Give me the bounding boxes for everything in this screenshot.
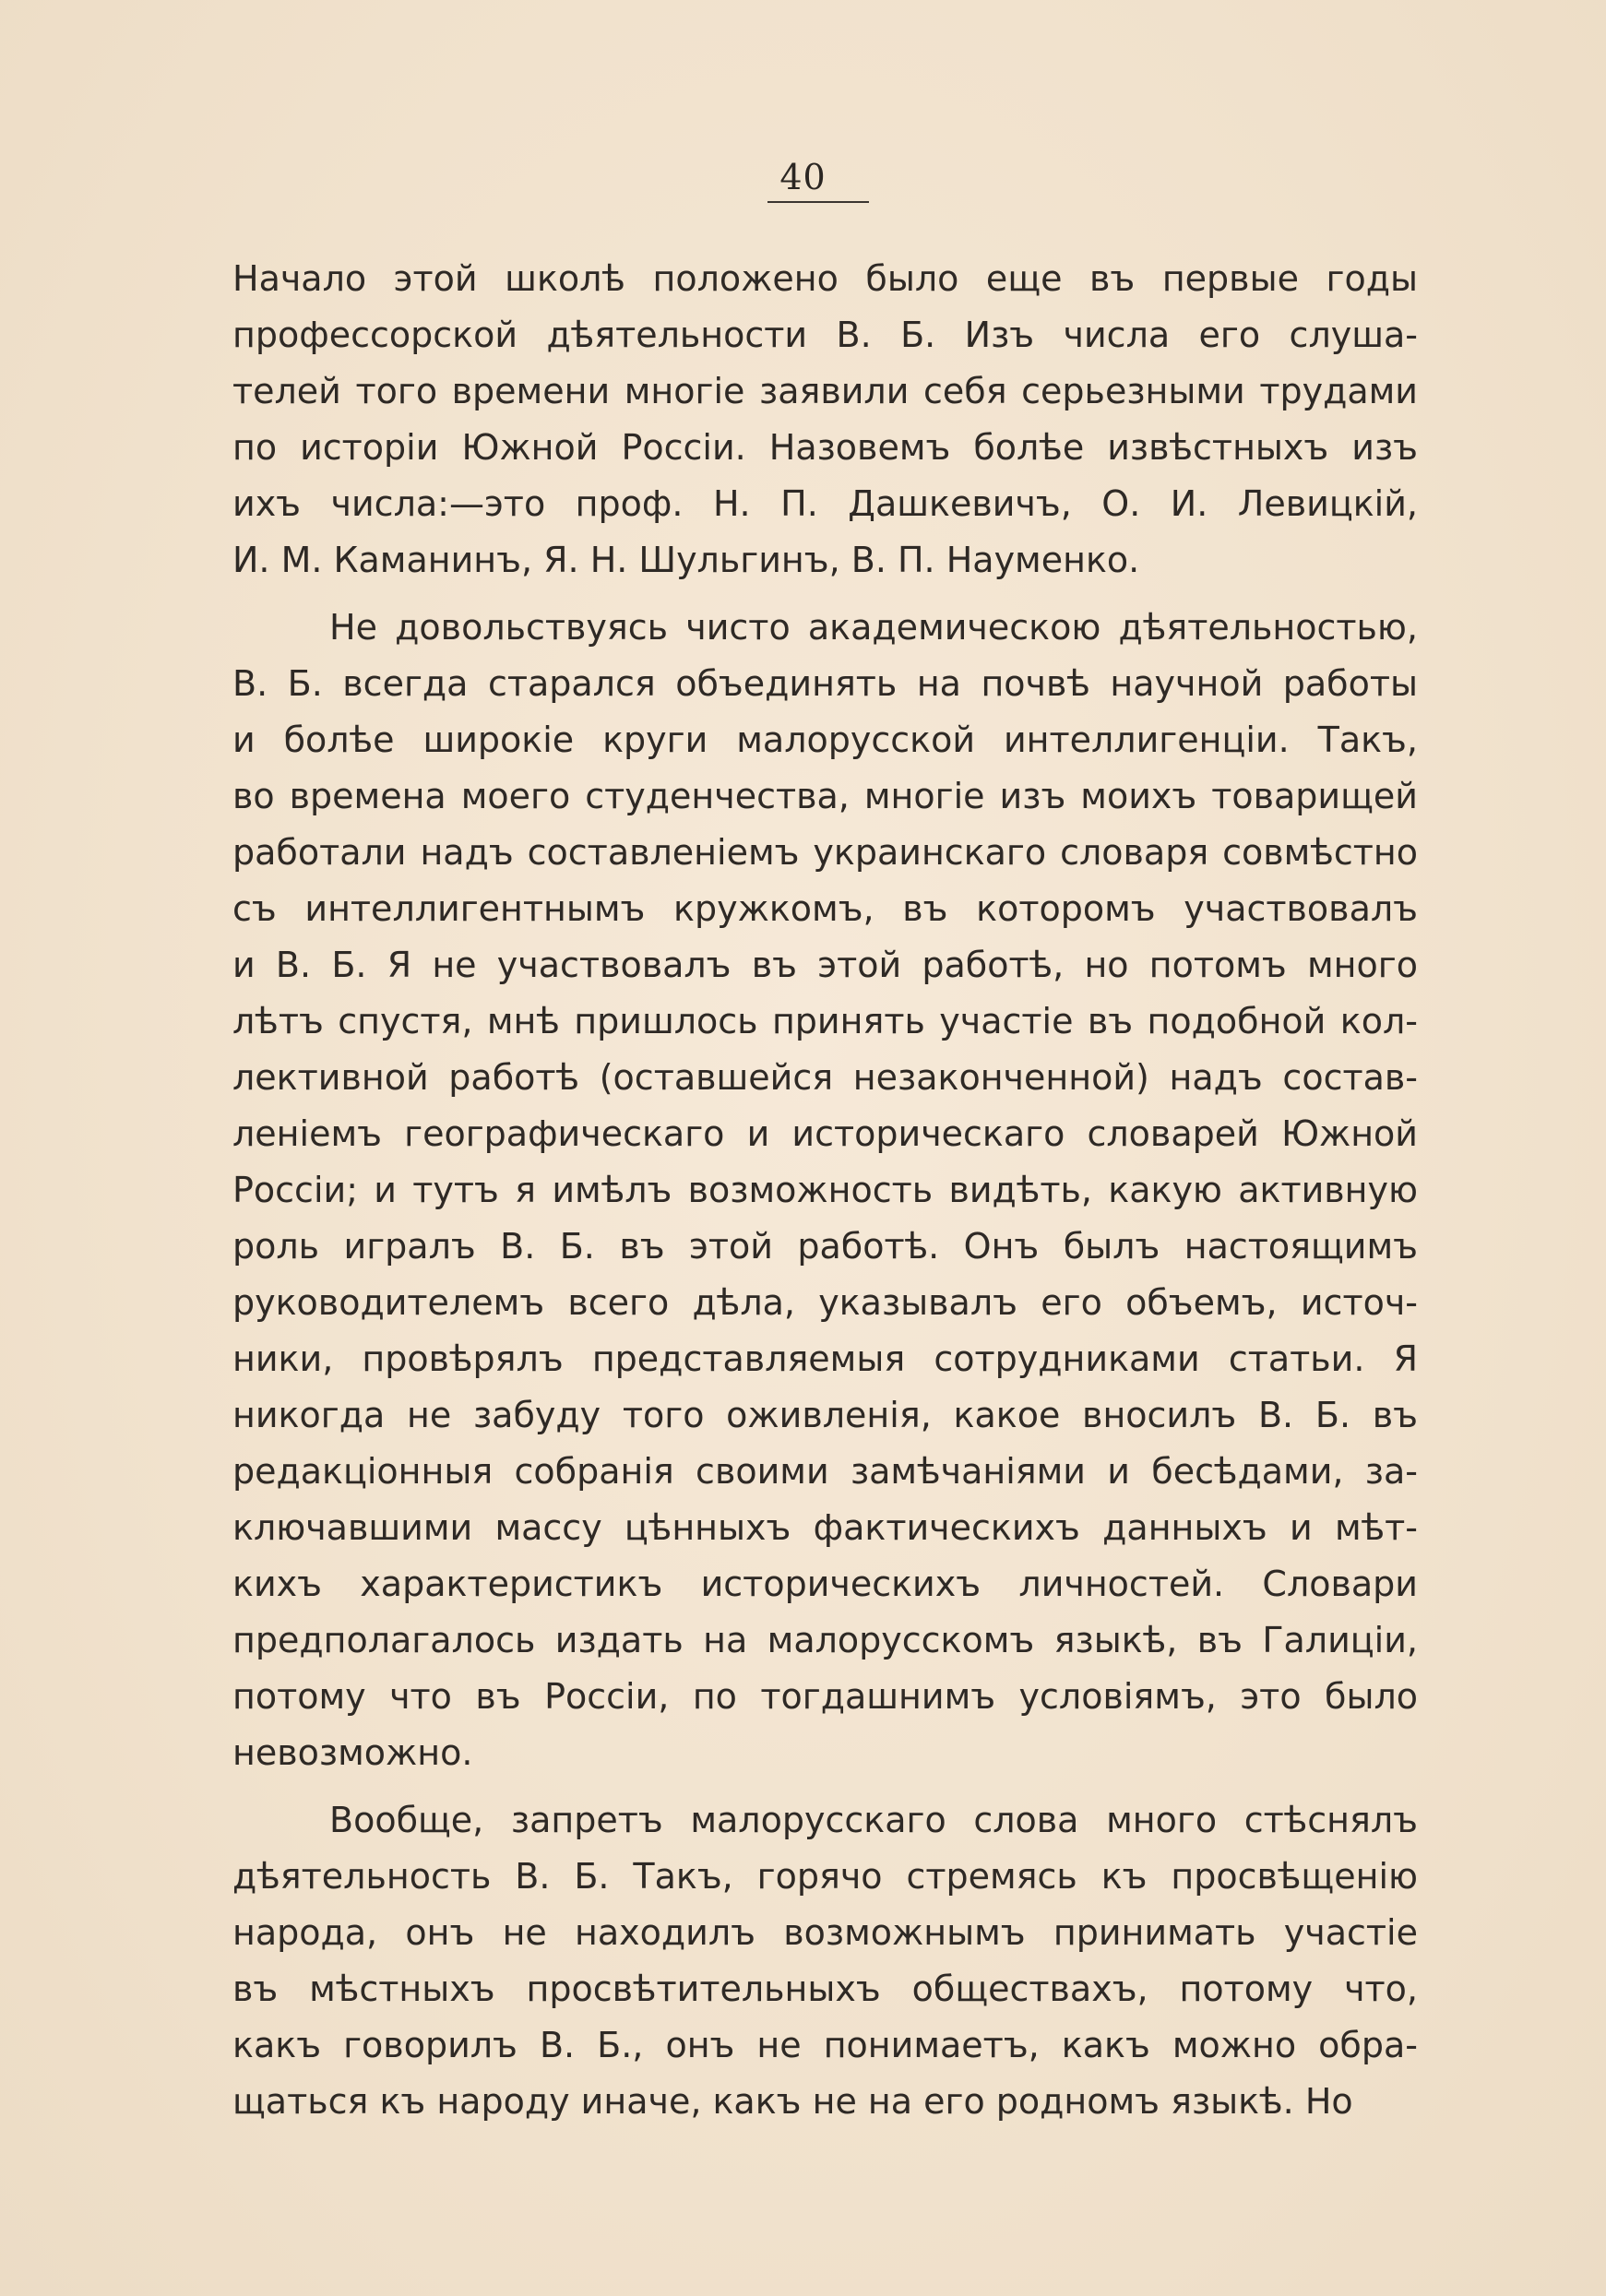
paragraph	[232, 251, 1418, 589]
text-line: В. Б. всегда старался объединять на почвѣ научной работы	[232, 663, 1418, 704]
text-line: потому что въ Россіи, по тогдашнимъ условіямъ, это было	[232, 1676, 1418, 1717]
text-line: профессорской дѣятельности В. Б. Изъ числа его слуша-	[232, 315, 1418, 355]
body-text	[232, 251, 1418, 2130]
text-line: лѣтъ спустя, мнѣ пришлось принять участіе въ подобной кол-	[232, 1001, 1418, 1041]
text-line: И. М. Каманинъ, Я. Н. Шульгинъ, В. П. Науменко.	[232, 540, 1140, 580]
text-line: роль игралъ В. Б. въ этой работѣ. Онъ былъ настоящимъ	[232, 1226, 1418, 1267]
text-line: Не довольствуясь чисто академическою дѣятельностью,	[329, 607, 1418, 648]
text-line: предполагалось издать на малорусскомъ языкѣ, въ Галиціи,	[232, 1620, 1418, 1660]
text-line: въ мѣстныхъ просвѣтительныхъ обществахъ, потому что,	[232, 1969, 1418, 2009]
text-line: съ интеллигентнымъ кружкомъ, въ которомъ участвовалъ	[232, 888, 1418, 929]
text-line: Россіи; и тутъ я имѣлъ возможность видѣть, какую активную	[232, 1170, 1418, 1210]
text-line: ники, провѣрялъ представляемыя сотрудниками статьи. Я	[232, 1338, 1418, 1379]
page-number-rule	[767, 201, 869, 203]
text-line: Начало этой школѣ положено было еще въ первые годы	[232, 258, 1418, 299]
text-line: по исторіи Южной Россіи. Назовемъ болѣе извѣстныхъ изъ	[232, 427, 1418, 468]
paragraph	[232, 1792, 1418, 2130]
text-line: ихъ числа:—это проф. Н. П. Дашкевичъ, О. И. Левицкій,	[232, 483, 1418, 524]
text-line: никогда не забуду того оживленія, какое вносилъ В. Б. въ	[232, 1395, 1418, 1435]
paragraph-gap	[232, 1781, 1418, 1792]
text-line: телей того времени многіе заявили себя серьезными трудами	[232, 371, 1418, 411]
text-line: леніемъ географическаго и историческаго словарей Южной	[232, 1113, 1418, 1154]
text-line: щаться къ народу иначе, какъ не на его родномъ языкѣ. Но	[232, 2081, 1353, 2122]
text-line: народа, онъ не находилъ возможнымъ принимать участіе	[232, 1912, 1418, 1953]
paragraph-gap	[232, 589, 1418, 600]
text-line: лективной работѣ (оставшейся незаконченной) надъ состав-	[232, 1057, 1418, 1098]
text-line: Вообще, запретъ малорусскаго слова много стѣснялъ	[329, 1800, 1418, 1840]
text-line: кихъ характеристикъ историческихъ личностей. Словари	[232, 1564, 1418, 1604]
text-line: во времена моего студенчества, многіе изъ моихъ товарищей	[232, 776, 1418, 816]
text-line: редакціонныя собранія своими замѣчаніями и бесѣдами, за-	[232, 1451, 1418, 1492]
text-line: и болѣе широкіе круги малорусской интеллигенціи. Такъ,	[232, 720, 1418, 760]
text-line: руководителемъ всего дѣла, указывалъ его объемъ, источ-	[232, 1282, 1418, 1323]
page-number: 40	[779, 157, 827, 197]
paragraph	[232, 600, 1418, 1781]
text-line: ключавшими массу цѣнныхъ фактическихъ данныхъ и мѣт-	[232, 1507, 1418, 1548]
text-line: и В. Б. Я не участвовалъ въ этой работѣ, но потомъ много	[232, 945, 1418, 985]
text-line: работали надъ составленіемъ украинскаго словаря совмѣстно	[232, 832, 1418, 873]
text-line: дѣятельность В. Б. Такъ, горячо стремясь къ просвѣщенію	[232, 1856, 1418, 1897]
text-line: невозможно.	[232, 1732, 473, 1773]
text-line: какъ говорилъ В. Б., онъ не понимаетъ, какъ можно обра-	[232, 2025, 1418, 2065]
